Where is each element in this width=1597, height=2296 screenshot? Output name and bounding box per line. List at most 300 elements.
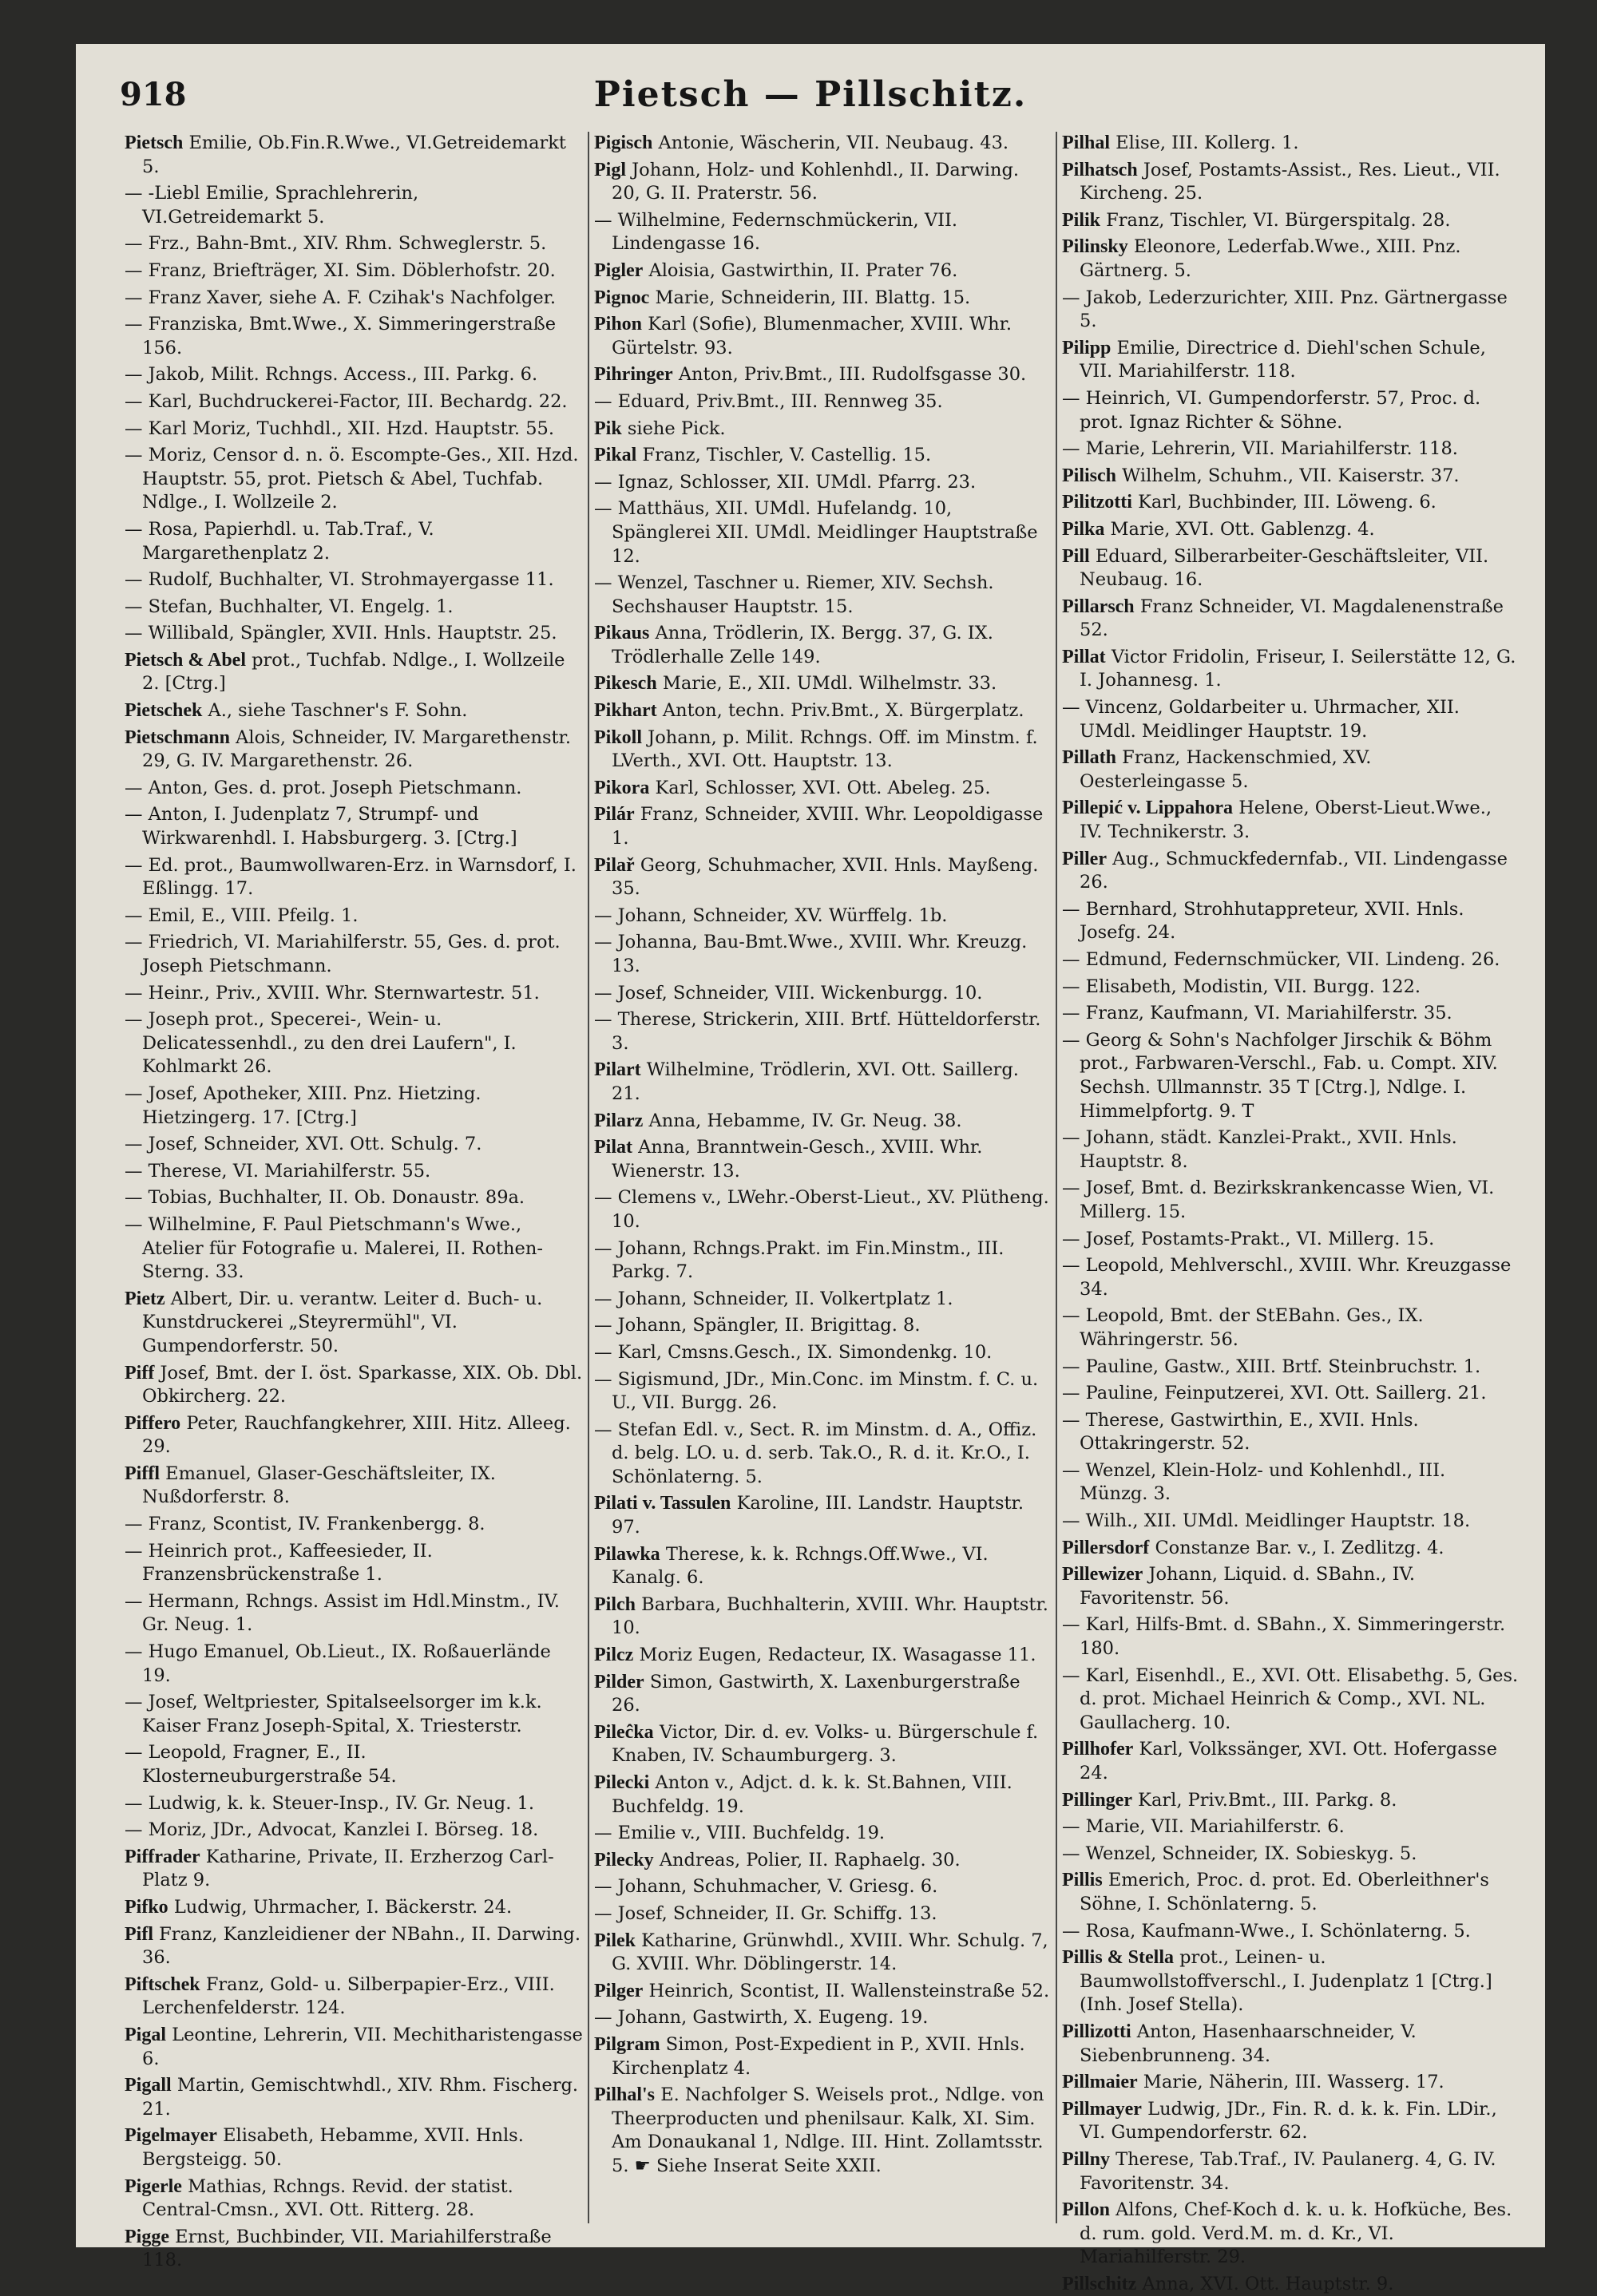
directory-entry bbox=[1062, 848, 1519, 895]
directory-entry bbox=[125, 1008, 583, 1079]
entry-text: — Johann, Gastwirth, X. Eugeng. 19. bbox=[594, 2007, 929, 2029]
entry-text: Eduard, Silberarbeiter-Geschäftsleiter, VII. Neubaug. 16. bbox=[1080, 545, 1489, 591]
entry-surname: Pigge bbox=[125, 2226, 169, 2247]
entry-text: — Emilie v., VIII. Buchfeldg. 19. bbox=[594, 1823, 886, 1844]
entry-text: — Johann, Schuhmacher, V. Griesg. 6. bbox=[594, 1876, 938, 1898]
entry-text: — Eduard, Priv.Bmt., III. Rennweg 35. bbox=[594, 390, 943, 412]
entry-text: — Ed. prot., Baumwollwaren-Erz. in Warnsdorf, I. Eßlingg. 17. bbox=[125, 854, 577, 900]
directory-entry bbox=[594, 1492, 1051, 1539]
directory-entry bbox=[1062, 1254, 1519, 1301]
entry-surname: Pillmayer bbox=[1062, 2098, 1142, 2120]
entry-surname: Pikesch bbox=[594, 673, 657, 695]
directory-entry bbox=[125, 1896, 583, 1920]
directory-entry bbox=[125, 726, 583, 774]
entry-text: Johann, Holz- und Kohlenhdl., II. Darwing. 20, G. II. Praterstr. 56. bbox=[612, 159, 1020, 204]
directory-entry bbox=[594, 444, 1051, 468]
directory-entry bbox=[125, 699, 583, 723]
entry-text: — Franz, Briefträger, XI. Sim. Döblerhofstr. 20. bbox=[125, 259, 556, 281]
entry-text: — Josef, Schneider, II. Gr. Schiffg. 13. bbox=[594, 1902, 937, 1924]
directory-entry bbox=[125, 854, 583, 901]
entry-text: prot., Tuchfab. Ndlge., I. Wollzeile 2. [Ctrg.] bbox=[142, 649, 565, 695]
entry-text: — Elisabeth, Modistin, VII. Burgg. 122. bbox=[1062, 976, 1421, 997]
entry-text: — Karl, Eisenhdl., E., XVI. Ott. Elisabethg. 5, Ges. d. prot. Michael Heinrich & Comp., XVI. NL. Gaullacherg. 10. bbox=[1062, 1665, 1519, 1733]
entry-text: Franz, Hackenschmied, XV. Oesterleingasse 5. bbox=[1080, 747, 1372, 792]
entry-text: — Wenzel, Schneider, IX. Sobieskyg. 5. bbox=[1062, 1843, 1417, 1864]
entry-text: siehe Pick. bbox=[627, 418, 726, 439]
entry-surname: Pietschmann bbox=[125, 726, 230, 748]
directory-entry bbox=[1062, 1126, 1519, 1174]
directory-entry bbox=[1062, 1563, 1519, 1610]
entry-surname: Pikaus bbox=[594, 623, 650, 644]
entry-text: — Josef, Apotheker, XIII. Pnz. Hietzing. Hietzingerg. 17. [Ctrg.] bbox=[125, 1083, 481, 1128]
directory-entry bbox=[125, 2074, 583, 2121]
entry-text: — Marie, Lehrerin, VII. Mariahilferstr. 118. bbox=[1062, 438, 1458, 460]
directory-entry bbox=[125, 390, 583, 414]
directory-page bbox=[76, 44, 1545, 2294]
entry-text: Simon, Gastwirth, X. Laxenburgerstraße 26. bbox=[612, 1671, 1020, 1716]
directory-entry bbox=[1062, 2098, 1519, 2145]
entry-surname: Pillath bbox=[1062, 747, 1117, 769]
directory-entry bbox=[594, 132, 1051, 156]
entry-text: Wilhelm, Schuhm., VII. Kaiserstr. 37. bbox=[1122, 465, 1460, 486]
directory-entry bbox=[1062, 797, 1519, 844]
directory-entry bbox=[594, 363, 1051, 387]
entry-surname: Pihon bbox=[594, 314, 643, 335]
column-right bbox=[1056, 132, 1524, 2294]
entry-text: — Stefan Edl. v., Sect. R. im Minstm. d. A., Offiz. d. belg. LO. u. d. serb. Tak.O., R. d. it. Kr.O., I. Schönlaterng. 5. bbox=[594, 1419, 1037, 1487]
entry-surname: Pigler bbox=[594, 259, 644, 281]
entry-surname: Pilder bbox=[594, 1671, 644, 1692]
entry-surname: Pietz bbox=[125, 1288, 165, 1309]
entry-text: — Pauline, Feinputzerei, XVI. Ott. Saillerg. 21. bbox=[1062, 1383, 1487, 1404]
directory-entry bbox=[1062, 2273, 1519, 2296]
directory-entry bbox=[594, 854, 1051, 901]
entry-text: E. Nachfolger S. Weisels prot., Ndlge. von Theerproducten und phenilsaur. Kalk, XI. Sim. Am Donaukanal 1, Ndlge. III. Hint. Zollamtsstr. 5. ☛ Siehe Inserat Seite XXII. bbox=[612, 2084, 1044, 2176]
entry-text: Franz Schneider, VI. Magdalenenstraße 52. bbox=[1080, 596, 1504, 641]
entry-surname: Pilipp bbox=[1062, 337, 1112, 358]
entry-text: — Wenzel, Klein-Holz- und Kohlenhdl., III. Münzg. 3. bbox=[1062, 1459, 1446, 1505]
entry-text: — Friedrich, VI. Mariahilferstr. 55, Ges. d. prot. Joseph Pietschmann. bbox=[125, 932, 561, 976]
entry-surname: Pigisch bbox=[594, 133, 653, 153]
entry-surname: Pilik bbox=[1062, 209, 1101, 231]
entry-surname: Pillinger bbox=[1062, 1789, 1132, 1811]
entry-text: Karl, Schlosser, XVI. Ott. Abeleg. 25. bbox=[655, 777, 991, 798]
entry-text: Katharine, Private, II. Erzherzog Carl-Platz 9. bbox=[142, 1846, 554, 1891]
directory-entry bbox=[1062, 1613, 1519, 1661]
directory-entry bbox=[1062, 1738, 1519, 1785]
entry-surname: Pigal bbox=[125, 2024, 166, 2045]
column-left bbox=[120, 132, 588, 2271]
entry-surname: Pilgram bbox=[594, 2033, 660, 2055]
entry-text: — Josef, Schneider, VIII. Wickenburgg. 10. bbox=[594, 982, 983, 1004]
entry-surname: Pillis bbox=[1062, 1870, 1103, 1891]
directory-entry bbox=[1062, 132, 1519, 156]
entry-text: — Johann, Schneider, II. Volkertplatz 1. bbox=[594, 1288, 953, 1309]
entry-surname: Pietsch & Abel bbox=[125, 649, 246, 671]
directory-entry bbox=[125, 418, 583, 441]
directory-entry bbox=[125, 1819, 583, 1843]
directory-entry bbox=[1062, 1789, 1519, 1813]
entry-text: — Johann, städt. Kanzlei-Prakt., XVII. Hnls. Hauptstr. 8. bbox=[1062, 1127, 1457, 1172]
entry-surname: Pilecki bbox=[594, 1772, 650, 1793]
directory-entry bbox=[594, 1849, 1051, 1873]
entry-text: — Wilh., XII. UMdl. Meidlinger Hauptstr. 18. bbox=[1062, 1510, 1471, 1532]
entry-text: — Heinr., Priv., XVIII. Whr. Sternwartestr. 51. bbox=[125, 982, 540, 1004]
entry-text: Anton, techn. Priv.Bmt., X. Bürgerplatz. bbox=[662, 700, 1024, 722]
entry-text: — Hermann, Rchngs. Assist im Hdl.Minstm., IV. Gr. Neug. 1. bbox=[125, 1590, 560, 1636]
entry-text: Mathias, Rchngs. Revid. der statist. Central-Cmsn., XVI. Ott. Ritterg. 28. bbox=[142, 2175, 513, 2221]
entry-text: Alois, Schneider, IV. Margarethenstr. 29, G. IV. Margarethenstr. 26. bbox=[142, 726, 571, 772]
entry-surname: Pik bbox=[594, 418, 622, 439]
entry-text: Anna, Branntwein-Gesch., XVIII. Whr. Wienerstr. 13. bbox=[612, 1137, 983, 1182]
directory-entry bbox=[1062, 1459, 1519, 1506]
entry-text: Anna, XVI. Ott. Hauptstr. 9. bbox=[1142, 2273, 1394, 2294]
entry-text: Franz, Tischler, V. Castellig. 15. bbox=[642, 445, 932, 466]
entry-text: Ludwig, Uhrmacher, I. Bäckerstr. 24. bbox=[173, 1896, 513, 1918]
entry-surname: Pillmaier bbox=[1062, 2072, 1138, 2093]
entry-text: — Therese, Gastwirthin, E., XVII. Hnls. Ottakringerstr. 52. bbox=[1062, 1409, 1419, 1455]
entry-surname: Piffero bbox=[125, 1412, 181, 1434]
directory-entry bbox=[1062, 898, 1519, 945]
directory-entry bbox=[594, 1368, 1051, 1415]
entry-text: — Johanna, Bau-Bmt.Wwe., XVIII. Whr. Kreuzg. 13. bbox=[594, 932, 1028, 976]
entry-text: Moriz Eugen, Redacteur, IX. Wasagasse 11. bbox=[639, 1645, 1036, 1666]
entry-text: — Anton, Ges. d. prot. Joseph Pietschmann. bbox=[125, 777, 522, 798]
directory-entry bbox=[594, 1110, 1051, 1134]
entry-text: — -Liebl Emilie, Sprachlehrerin, VI.Getreidemarkt 5. bbox=[125, 183, 419, 228]
directory-entry bbox=[1062, 1356, 1519, 1380]
entry-text: — Jakob, Milit. Rchngs. Access., III. Parkg. 6. bbox=[125, 364, 538, 386]
entry-text: Therese, k. k. Rchngs.Off.Wwe., VI. Kanalg. 6. bbox=[612, 1543, 989, 1589]
entry-text: Katharine, Grünwhdl., XVIII. Whr. Schulg. 7, G. XVIII. Whr. Döblingerstr. 14. bbox=[612, 1930, 1048, 1975]
entry-text: Emilie, Ob.Fin.R.Wwe., VI.Getreidemarkt 5. bbox=[142, 133, 566, 177]
entry-surname: Pilcz bbox=[594, 1645, 634, 1666]
entry-text: Antonie, Wäscherin, VII. Neubaug. 43. bbox=[658, 133, 1009, 153]
entry-text: — Franz Xaver, siehe A. F. Czihak's Nachfolger. bbox=[125, 287, 557, 308]
entry-surname: Pillny bbox=[1062, 2148, 1111, 2170]
entry-surname: Piffrader bbox=[125, 1846, 200, 1867]
directory-entry bbox=[1062, 976, 1519, 1000]
directory-entry bbox=[594, 2033, 1051, 2080]
entry-text: Anton, Priv.Bmt., III. Rudolfsgasse 30. bbox=[678, 364, 1027, 386]
directory-entry bbox=[125, 1362, 583, 1409]
entry-text: — Franz, Kaufmann, VI. Mariahilferstr. 35. bbox=[1062, 1003, 1452, 1024]
entry-text: — Johann, Rchngs.Prakt. im Fin.Minstm., III. Parkg. 7. bbox=[594, 1237, 1005, 1283]
entry-text: — Josef, Schneider, XVI. Ott. Schulg. 7. bbox=[125, 1134, 482, 1155]
directory-entry bbox=[125, 1846, 583, 1893]
entry-text: Anna, Hebamme, IV. Gr. Neug. 38. bbox=[648, 1110, 962, 1131]
entry-text: Martin, Gemischtwhdl., XIV. Rhm. Fischerg. 21. bbox=[142, 2075, 579, 2120]
entry-surname: Pilati v. Tassulen bbox=[594, 1493, 731, 1514]
entry-surname: Pillschitz bbox=[1062, 2273, 1137, 2294]
directory-entry bbox=[1062, 1537, 1519, 1561]
entry-text: Victor Fridolin, Friseur, I. Seilerstätte 12, G. I. Johannesg. 1. bbox=[1080, 646, 1516, 691]
entry-text: — Anton, I. Judenplatz 7, Strumpf- und Wirkwarenhdl. I. Habsburgerg. 3. [Ctrg.] bbox=[125, 804, 517, 849]
directory-entry bbox=[594, 726, 1051, 774]
directory-entry bbox=[1062, 1869, 1519, 1916]
entry-surname: Pikoll bbox=[594, 726, 643, 748]
entry-text: — Edmund, Federnschmücker, VII. Lindeng. 26. bbox=[1062, 949, 1500, 970]
directory-entry bbox=[125, 1133, 583, 1157]
entry-text: Barbara, Buchhalterin, XVIII. Whr. Hauptstr. 10. bbox=[612, 1593, 1048, 1639]
entry-text: Victor, Dir. d. ev. Volks- u. Bürgerschule f. Knaben, IV. Schaumburgerg. 3. bbox=[612, 1721, 1039, 1767]
directory-entry bbox=[125, 931, 583, 978]
directory-entry bbox=[594, 1059, 1051, 1106]
entry-surname: Pilawka bbox=[594, 1543, 660, 1565]
entry-text: — Leopold, Bmt. der StEBahn. Ges., IX. Währingerstr. 56. bbox=[1062, 1305, 1424, 1350]
entry-text: — Jakob, Lederzurichter, XIII. Pnz. Gärtnergasse 5. bbox=[1062, 287, 1508, 332]
entry-text: — Wilhelmine, Federnschmückerin, VII. Lindengasse 16. bbox=[594, 209, 958, 255]
directory-entry bbox=[125, 1741, 583, 1788]
directory-entry bbox=[125, 1513, 583, 1537]
directory-entry bbox=[594, 1930, 1051, 1977]
entry-text: — Hugo Emanuel, Ob.Lieut., IX. Roßauerlände 19. bbox=[125, 1641, 551, 1686]
column-middle bbox=[588, 132, 1056, 2223]
directory-entry bbox=[594, 209, 1051, 256]
entry-text: Karoline, III. Landstr. Hauptstr. 97. bbox=[612, 1493, 1024, 1538]
directory-entry bbox=[1062, 437, 1519, 461]
entry-text: Karl (Sofie), Blumenmacher, XVIII. Whr. Gürtelstr. 93. bbox=[612, 314, 1012, 358]
entry-surname: Pifl bbox=[125, 1923, 153, 1945]
entry-text: — Emil, E., VIII. Pfeilg. 1. bbox=[125, 905, 359, 926]
directory-entry bbox=[594, 287, 1051, 311]
directory-entry bbox=[1062, 337, 1519, 384]
entry-text: — Stefan, Buchhalter, VI. Engelg. 1. bbox=[125, 596, 454, 617]
directory-entry bbox=[125, 287, 583, 311]
directory-entry bbox=[125, 622, 583, 646]
directory-entry bbox=[125, 1792, 583, 1816]
entry-text: Johann, p. Milit. Rchngs. Off. im Minstm. f. LVerth., XVI. Ott. Hauptstr. 13. bbox=[612, 726, 1038, 772]
directory-entry bbox=[125, 1412, 583, 1459]
directory-entry bbox=[594, 572, 1051, 619]
directory-entry bbox=[594, 1875, 1051, 1899]
entry-text: Eleonore, Lederfab.Wwe., XIII. Pnz. Gärtnerg. 5. bbox=[1080, 236, 1461, 281]
directory-entry bbox=[1062, 1843, 1519, 1866]
entry-surname: Pilinsky bbox=[1062, 236, 1128, 258]
entry-text: Alfons, Chef-Koch d. k. u. k. Hofküche, Bes. d. rum. gold. Verd.M. m. d. Kr., VI. Mariahilferstr. 29. bbox=[1080, 2199, 1512, 2268]
entry-text: Josef, Postamts-Assist., Res. Lieut., VII. Kircheng. 25. bbox=[1080, 159, 1500, 204]
directory-entry bbox=[125, 596, 583, 620]
entry-text: — Heinrich, VI. Gumpendorferstr. 57, Proc. d. prot. Ignaz Richter & Söhne. bbox=[1062, 387, 1481, 433]
entry-surname: Pietsch bbox=[125, 133, 184, 153]
entry-surname: Pillis & Stella bbox=[1062, 1947, 1174, 1969]
entry-text: — Therese, VI. Mariahilferstr. 55. bbox=[125, 1160, 431, 1182]
entry-surname: Pigl bbox=[594, 159, 626, 180]
entry-text: — Willibald, Spängler, XVII. Hnls. Hauptstr. 25. bbox=[125, 623, 557, 644]
directory-entry bbox=[594, 2084, 1051, 2178]
page-number: 918 bbox=[120, 76, 187, 113]
entry-surname: Piffl bbox=[125, 1463, 160, 1484]
entry-text: Emilie, Directrice d. Diehl'schen Schule, VII. Mariahilferstr. 118. bbox=[1080, 337, 1486, 382]
entry-text: Franz, Schneider, XVIII. Whr. Leopoldigasse 1. bbox=[612, 804, 1044, 849]
entry-text: Leontine, Lehrerin, VII. Mechitharistengasse 6. bbox=[142, 2024, 583, 2069]
entry-text: — Wenzel, Taschner u. Riemer, XIV. Sechsh. Sechshauser Hauptstr. 15. bbox=[594, 572, 994, 617]
directory-entry bbox=[1062, 1665, 1519, 1736]
entry-surname: Pigelmayer bbox=[125, 2125, 217, 2147]
entry-surname: Pikal bbox=[594, 445, 637, 466]
directory-entry bbox=[594, 1543, 1051, 1590]
directory-entry bbox=[125, 2124, 583, 2171]
directory-entry bbox=[1062, 1228, 1519, 1252]
entry-text: Ludwig, JDr., Fin. R. d. k. k. Fin. LDir., VI. Gumpendorferstr. 62. bbox=[1080, 2098, 1497, 2144]
directory-entry bbox=[1062, 1029, 1519, 1123]
directory-entry bbox=[1062, 948, 1519, 972]
directory-entry bbox=[1062, 1920, 1519, 1944]
entry-surname: Pikora bbox=[594, 777, 650, 798]
entry-surname: Pileĉka bbox=[594, 1721, 654, 1743]
entry-text: — Wilhelmine, F. Paul Pietschmann's Wwe., Atelier für Fotografie u. Malerei, II. Rothen-Sterng. 33. bbox=[125, 1213, 543, 1283]
entry-surname: Pillhofer bbox=[1062, 1739, 1134, 1760]
entry-text: Peter, Rauchfangkehrer, XIII. Hitz. Alleeg. 29. bbox=[142, 1412, 571, 1458]
entry-text: Marie, XVI. Ott. Gablenzg. 4. bbox=[1110, 518, 1375, 540]
entry-text: Ernst, Buchbinder, VII. Mariahilferstraße 118. bbox=[142, 2226, 552, 2271]
directory-entry bbox=[594, 1671, 1051, 1718]
entry-surname: Pilitzotti bbox=[1062, 492, 1132, 513]
directory-entry bbox=[594, 471, 1051, 495]
entry-surname: Pilhal's bbox=[594, 2084, 656, 2106]
entry-text: Karl, Priv.Bmt., III. Parkg. 8. bbox=[1138, 1789, 1397, 1811]
directory-entry bbox=[125, 1160, 583, 1184]
directory-entry bbox=[594, 931, 1051, 978]
entry-text: Emerich, Proc. d. prot. Ed. Oberleithner's Söhne, I. Schönlaterng. 5. bbox=[1080, 1870, 1489, 1914]
entry-text: — Karl, Hilfs-Bmt. d. SBahn., X. Simmeringerstr. 180. bbox=[1062, 1614, 1506, 1660]
entry-text: Albert, Dir. u. verantw. Leiter d. Buch- u. Kunstdruckerei „Steyrermühl", VI. Gumpendorferstr. 50. bbox=[142, 1288, 543, 1356]
directory-entry bbox=[125, 803, 583, 850]
entry-text: — Rudolf, Buchhalter, VI. Strohmayergasse 11. bbox=[125, 569, 554, 591]
entry-text: — Leopold, Fragner, E., II. Klosterneuburgerstraße 54. bbox=[125, 1742, 397, 1787]
directory-entry bbox=[1062, 1510, 1519, 1534]
entry-text: Emanuel, Glaser-Geschäftsleiter, IX. Nußdorferstr. 8. bbox=[142, 1463, 496, 1508]
entry-text: — Marie, VII. Mariahilferstr. 6. bbox=[1062, 1816, 1345, 1838]
entry-surname: Pill bbox=[1062, 545, 1090, 567]
entry-surname: Pilat bbox=[594, 1137, 632, 1158]
directory-entry bbox=[125, 982, 583, 1006]
directory-entry bbox=[1062, 287, 1519, 334]
directory-entry bbox=[594, 1771, 1051, 1819]
directory-entry bbox=[594, 313, 1051, 360]
entry-text: Karl, Volkssänger, XVI. Ott. Hofergasse 24. bbox=[1080, 1739, 1497, 1783]
directory-entry bbox=[125, 182, 583, 229]
directory-entry bbox=[594, 418, 1051, 441]
entry-text: — Matthäus, XII. UMdl. Hufelandg. 10, Spänglerei XII. UMdl. Meidlinger Hauptstraße 12. bbox=[594, 498, 1038, 567]
directory-entry bbox=[125, 363, 583, 387]
entry-text: Wilhelmine, Trödlerin, XVI. Ott. Saillerg. 21. bbox=[612, 1059, 1019, 1104]
directory-entry bbox=[1062, 1382, 1519, 1406]
entry-surname: Piftschek bbox=[125, 1973, 200, 1995]
entry-surname: Pilecky bbox=[594, 1849, 654, 1870]
directory-entry bbox=[1062, 2071, 1519, 2095]
directory-entry bbox=[125, 1691, 583, 1738]
directory-entry bbox=[1062, 596, 1519, 643]
entry-surname: Piff bbox=[125, 1362, 155, 1384]
entry-surname: Pigerle bbox=[125, 2175, 182, 2197]
entry-text: Andreas, Polier, II. Raphaelg. 30. bbox=[659, 1849, 961, 1870]
entry-text: — Therese, Strickerin, XIII. Brtf. Hütteldorferstr. 3. bbox=[594, 1009, 1041, 1054]
entry-text: Josef, Bmt. der I. öst. Sparkasse, XIX. Ob. Dbl. Obkircherg. 22. bbox=[142, 1362, 583, 1407]
entry-surname: Pillizotti bbox=[1062, 2021, 1131, 2042]
entry-surname: Pietschek bbox=[125, 700, 203, 722]
entry-surname: Pilař bbox=[594, 854, 635, 876]
directory-entry bbox=[125, 259, 583, 283]
directory-entry bbox=[594, 982, 1051, 1006]
directory-entry bbox=[594, 1341, 1051, 1365]
directory-entry bbox=[1062, 746, 1519, 794]
directory-entry bbox=[594, 159, 1051, 206]
entry-surname: Pillarsch bbox=[1062, 596, 1135, 617]
directory-entry bbox=[594, 1980, 1051, 2004]
entry-text: — Johann, Spängler, II. Brigittag. 8. bbox=[594, 1315, 921, 1336]
directory-entry bbox=[594, 390, 1051, 414]
entry-text: Helene, Oberst-Lieut.Wwe., IV. Technikerstr. 3. bbox=[1080, 798, 1492, 843]
entry-text: Anton, Hasenhaarschneider, V. Siebenbrunneng. 34. bbox=[1080, 2021, 1417, 2066]
entry-text: Therese, Tab.Traf., IV. Paulanerg. 4, G. IV. Favoritenstr. 34. bbox=[1080, 2148, 1496, 2194]
entry-surname: Pilarz bbox=[594, 1110, 644, 1131]
entry-text: — Georg & Sohn's Nachfolger Jirschik & Böhm prot., Farbwaren-Verschl., Fab. u. Compt. XIV. Sechsh. Ullmannstr. 35 T [Ctrg.], Ndlge. I. Himmelpfortg. 9. T bbox=[1062, 1029, 1498, 1122]
directory-entry bbox=[594, 1593, 1051, 1641]
entry-surname: Pillersdorf bbox=[1062, 1537, 1150, 1558]
directory-entry bbox=[594, 497, 1051, 568]
entry-surname: Pikhart bbox=[594, 700, 657, 722]
directory-entry bbox=[125, 905, 583, 928]
directory-entry bbox=[125, 1186, 583, 1210]
entry-text: — Leopold, Mehlverschl., XVIII. Whr. Kreuzgasse 34. bbox=[1062, 1255, 1512, 1300]
entry-surname: Piller bbox=[1062, 848, 1107, 869]
directory-entry bbox=[1062, 518, 1519, 542]
entry-surname: Pigall bbox=[125, 2075, 172, 2096]
directory-entry bbox=[1062, 1002, 1519, 1026]
entry-text: — Josef, Weltpriester, Spitalseelsorger im k.k. Kaiser Franz Joseph-Spital, X. Triesterstr. bbox=[125, 1692, 542, 1736]
directory-entry bbox=[594, 905, 1051, 928]
entry-surname: Pilhal bbox=[1062, 133, 1111, 153]
entry-surname: Pillat bbox=[1062, 646, 1106, 667]
entry-text: — Rosa, Papierhdl. u. Tab.Traf., V. Margarethenplatz 2. bbox=[125, 518, 434, 564]
directory-entry bbox=[594, 1008, 1051, 1055]
directory-entry bbox=[1062, 491, 1519, 515]
entry-text: A., siehe Taschner's F. Sohn. bbox=[208, 700, 468, 722]
entry-text: — Frz., Bahn-Bmt., XIV. Rhm. Schweglerstr. 5. bbox=[125, 233, 547, 255]
directory-entry bbox=[125, 1213, 583, 1285]
entry-text: Marie, Schneiderin, III. Blattg. 15. bbox=[655, 287, 971, 308]
entry-text: — Tobias, Buchhalter, II. Ob. Donaustr. 89a. bbox=[125, 1187, 525, 1209]
entry-text: — Johann, Schneider, XV. Würffelg. 1b. bbox=[594, 905, 948, 926]
entry-surname: Pilger bbox=[594, 1980, 644, 2001]
entry-text: — Sigismund, JDr., Min.Conc. im Minstm. f. C. u. U., VII. Burgg. 26. bbox=[594, 1368, 1039, 1414]
directory-entry bbox=[594, 1721, 1051, 1768]
directory-entry bbox=[1062, 236, 1519, 283]
running-head: Pietsch — Pillschitz. bbox=[593, 74, 1028, 115]
entry-text: — Pauline, Gastw., XIII. Brtf. Steinbruchstr. 1. bbox=[1062, 1356, 1481, 1377]
entry-text: Franz, Gold- u. Silberpapier-Erz., VIII. Lerchenfelderstr. 124. bbox=[142, 1973, 555, 2019]
columns-container bbox=[120, 132, 1525, 2294]
entry-text: — Ignaz, Schlosser, XII. UMdl. Pfarrg. 23. bbox=[594, 471, 977, 493]
entry-text: Heinrich, Scontist, II. Wallensteinstraße 52. bbox=[648, 1980, 1050, 2001]
entry-surname: Pillepić v. Lippahora bbox=[1062, 798, 1234, 819]
directory-entry bbox=[125, 132, 583, 179]
entry-text: Marie, Näherin, III. Wasserg. 17. bbox=[1143, 2072, 1444, 2093]
entry-text: — Franziska, Bmt.Wwe., X. Simmeringerstraße 156. bbox=[125, 314, 557, 358]
page-header bbox=[76, 44, 1545, 132]
entry-text: — Moriz, Censor d. n. ö. Escompte-Ges., XII. Hzd. Hauptstr. 55, prot. Pietsch & Abel, Tuchfab. Ndlge., I. Wollzeile 2. bbox=[125, 445, 579, 513]
directory-entry bbox=[594, 777, 1051, 801]
entry-text: — Josef, Bmt. d. Bezirkskrankencasse Wien, VI. Millerg. 15. bbox=[1062, 1178, 1495, 1222]
directory-entry bbox=[125, 2175, 583, 2223]
entry-text: Karl, Buchbinder, III. Löweng. 6. bbox=[1138, 492, 1437, 513]
directory-entry bbox=[594, 259, 1051, 283]
entry-surname: Pilart bbox=[594, 1059, 641, 1081]
entry-text: Franz, Tischler, VI. Bürgerspitalg. 28. bbox=[1106, 209, 1451, 231]
entry-text: Constanze Bar. v., I. Zedlitzg. 4. bbox=[1155, 1537, 1444, 1558]
directory-entry bbox=[125, 1463, 583, 1510]
